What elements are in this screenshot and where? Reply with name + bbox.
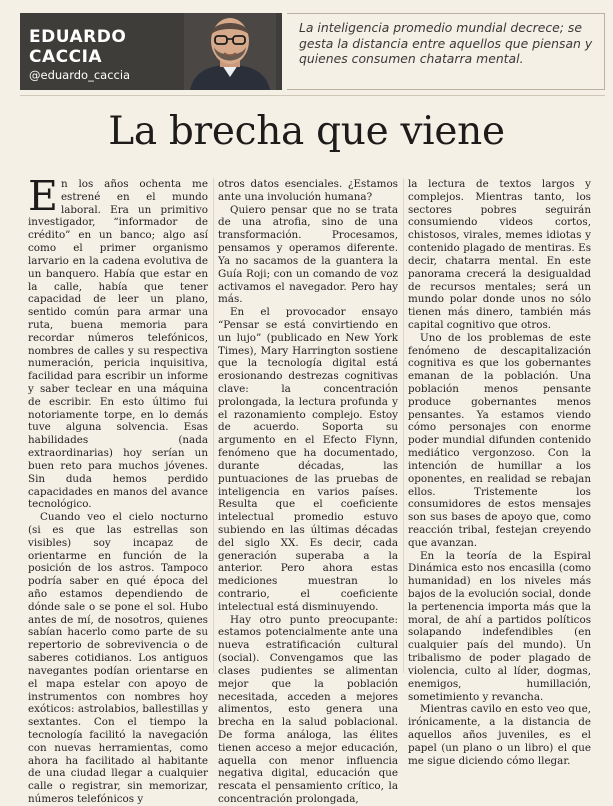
- column-divider: [213, 178, 214, 673]
- author-portrait-icon: [184, 13, 276, 90]
- article-column-1: [28, 172, 208, 805]
- paragraph-text: n los años ochenta me estrené en el mundo laboral. Era un primitivo investigador, “informador de crédito” en un banco; algo así como el primer organismo larvario en la cadena evolutiva de un banquero. Había que estar en la calle, había que tener capacidad de leer un plano, sentido común para armar una ruta, buena memoria para recordar números telefónicos, nombres de calles y su respectiva numeración, pericia inquisitiva, facilidad para escribir un informe y saber teclear en una máquina de escribir. En esto último fui notoriamente torpe, en lo demás tuve alguna solvencia. Esas habilidades (nada extraordinarias) hoy serían un buen reto para muchos jóvenes. Sin duda hemos perdido capacidades en manos del avance tecnológico.: [28, 178, 208, 511]
- author-last-name: CACCIA: [29, 47, 103, 67]
- paragraph: otros datos esenciales. ¿Estamos ante una involución humana?: [218, 178, 398, 203]
- article-column-2: [218, 178, 398, 805]
- paragraph: En el provocador ensayo “Pensar se está convirtiendo en un lujo” (publicado en New York Times), Mary Harrington sostiene que la tecnología digital está erosionando destrezas cognitivas clave: la concentración prolongada, la lectura profunda y el razonamiento complejo. Estoy de acuerdo. Soporta su argumento en el Efecto Flynn, fenómeno que ha documentado, durante décadas, las puntuaciones de las pruebas de inteligencia en varios países. Resulta que el coeficiente intelectual promedio estuvo subiendo en las últimas décadas del siglo XX. Es decir, cada generación superaba a la anterior. Pero ahora estas mediciones muestran lo contrario, el coeficiente intelectual está disminuyendo.: [218, 306, 398, 613]
- author-photo: [184, 13, 276, 90]
- paragraph: la lectura de textos largos y complejos. Mientras tanto, los sectores pobres seguirán consumiendo videos cortos, chistosos, virales, memes idiotas y contenido plagado de mentiras. Es decir, chatarra mental. En este panorama crecerá la desigualdad de recursos mentales; será un mundo polar donde unos no sólo tienen más dinero, también más capital cognitivo que otros.: [408, 178, 591, 331]
- paragraph: Uno de los problemas de este fenómeno de descapitalización cognitiva es que los gobernantes emanan de la población. Una población menos pensante produce gobernantes menos pensantes. Ya estamos viendo cómo personajes con enorme poder mundial difunden contenido mediático vergonzoso. Con la intención de humillar a los oponentes, en realidad se rebajan ellos. Tristemente los consumidores de estos mensajes son sus bases de apoyo que, como reacción tribal, festejan creyendo que avanzan.: [408, 331, 591, 549]
- pull-quote-box: [287, 13, 605, 90]
- paragraph: En la teoría de la Espiral Dinámica esto nos encasilla (como humanidad) en los niveles más bajos de la evolución social, donde la pertenencia importa más que la moral, de ahí a partidos políticos solapando indefendibles (en cualquier país del mundo). Un tribalismo de poder plagado de violencia, culto al líder, dogmas, enemigos, humillación, sometimiento y revancha.: [408, 549, 591, 703]
- paragraph: Quiero pensar que no se trata de una atrofia, sino de una transformación. Procesamos, pensamos y operamos diferente. Ya no sacamos de la guantera la Guía Roji; con un comando de voz activamos el navegador. Pero hay más.: [218, 203, 398, 306]
- article-headline: La brecha que viene: [108, 109, 505, 154]
- article-column-3: [408, 178, 591, 767]
- header-divider: [20, 95, 605, 96]
- author-name: [29, 27, 159, 67]
- paragraph: Mientras cavilo en esto veo que, irónicamente, a la distancia de aquellos años juveniles, es el papel (un plano o un libro) el que me sigue diciendo cómo llegar.: [408, 703, 591, 767]
- paragraph: Cuando veo el cielo nocturno (si es que las estrellas son visibles) soy incapaz de orientarme en función de la posición de los astros. Tampoco podría saber en qué época del año estamos dependiendo de dónde sale o se pone el sol. Hubo antes de mí, de nosotros, quienes sabían hacerlo como parte de su repertorio de sobrevivencia o de saberes cotidianos. Los antiguos navegantes podían orientarse en el mapa estelar con apoyo de instrumentos con nombres hoy exóticos: astrolabios, ballestillas y sextantes. Con el tiempo la tecnología facilitó la navegación con nuevas herramientas, como ahora ha facilitado al habitante de una ciudad llegar a cualquier calle o registrar, sin memorizar, números telefónicos y: [28, 511, 208, 805]
- author-first-name: EDUARDO: [29, 27, 127, 47]
- column-header: [0, 0, 613, 92]
- column-divider: [403, 178, 404, 673]
- paragraph: Hay otro punto preocupante: estamos potencialmente ante una nueva estratificación cultural (social). Convengamos que las clases pudientes se alimentan mejor que la población necesitada, acceden a mejores alimentos, esto genera una brecha en la salud poblacional. De forma análoga, las élites tienen acceso a mejor educación, aquella con menor influencia negativa digital, educación que rescata el pensamiento crítico, la concentración prolongada,: [218, 613, 398, 805]
- pull-quote: La inteligencia promedio mundial decrece; se gesta la distancia entre aquellos que piensan y quienes consumen chatarra mental.: [299, 20, 593, 67]
- author-box: [20, 13, 282, 90]
- paragraph: [28, 172, 208, 511]
- author-handle[interactable]: @eduardo_caccia: [29, 68, 131, 82]
- drop-cap: E: [28, 172, 58, 220]
